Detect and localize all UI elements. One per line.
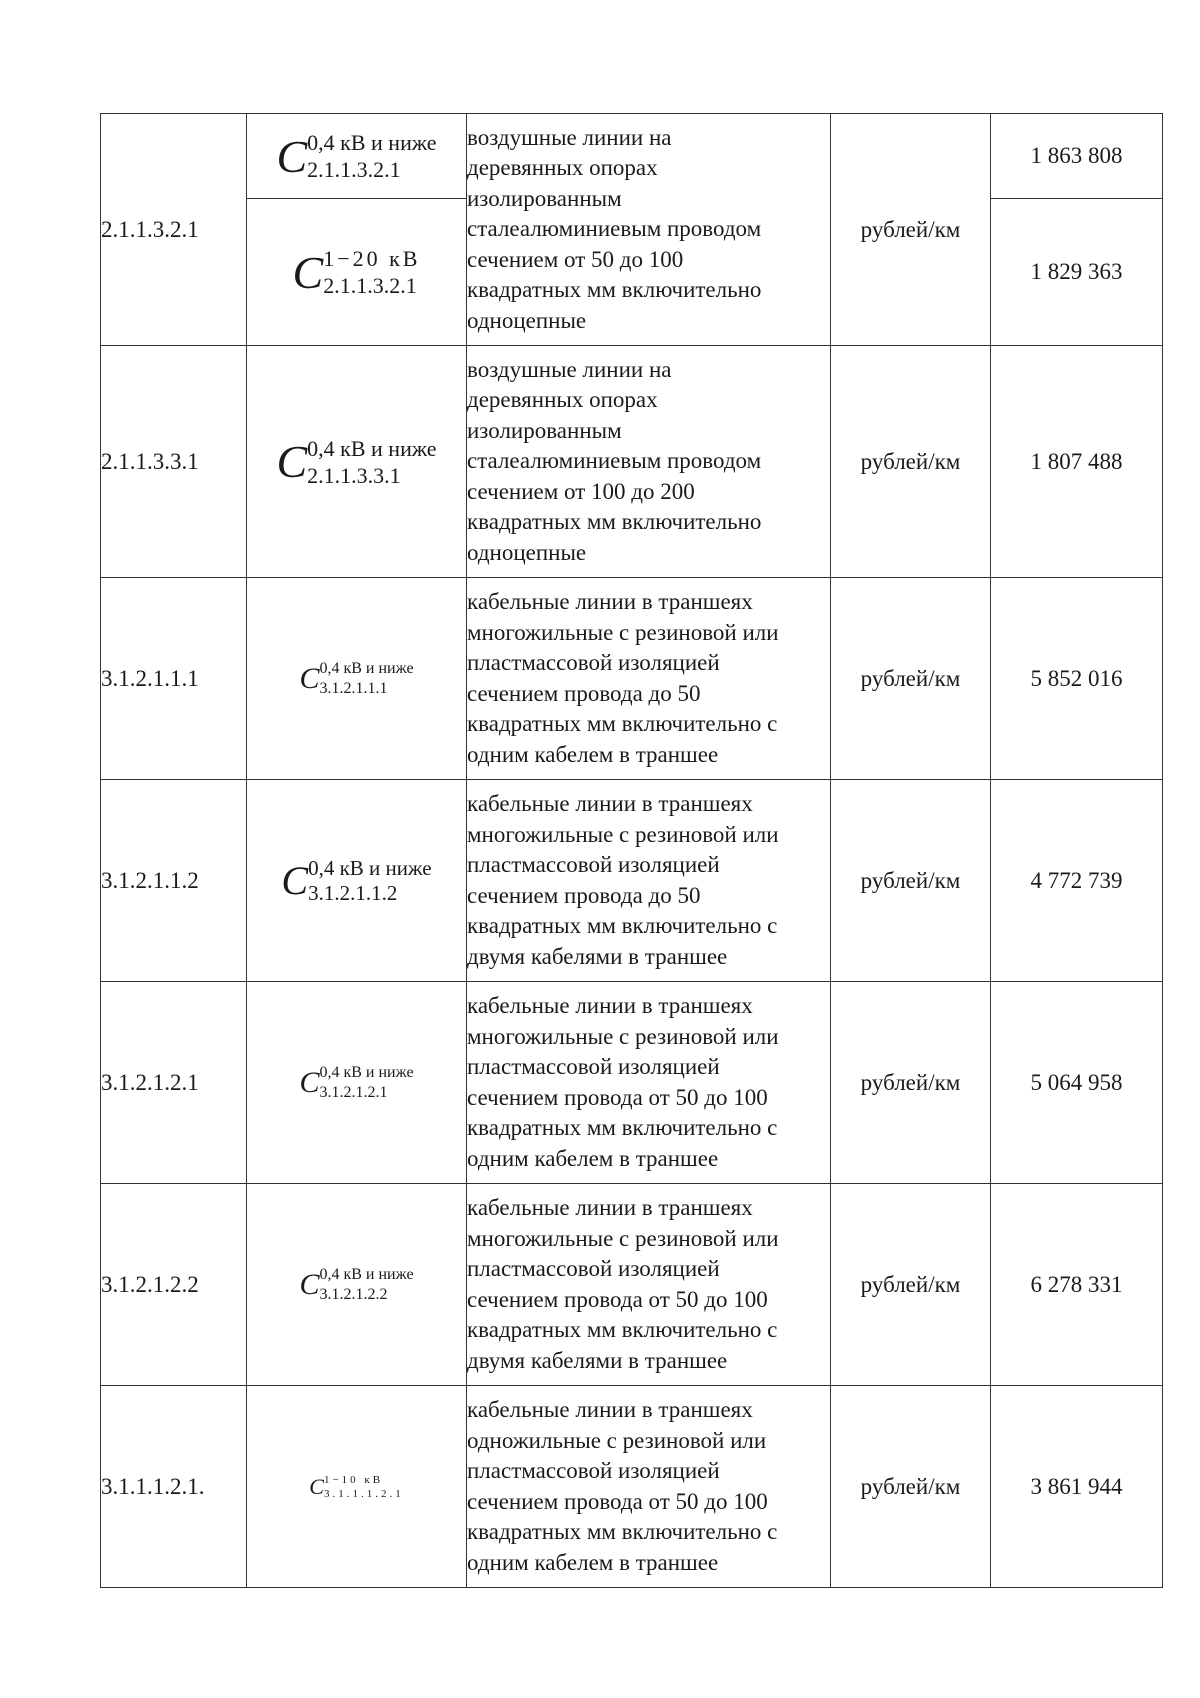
row-unit: рублей/км	[831, 1386, 991, 1588]
description-line: кабельные линии в траншеях	[467, 589, 753, 614]
description-line: воздушные линии на	[467, 356, 672, 382]
description-line: сталеалюминиевым проводом	[467, 216, 762, 242]
row-value: 5 064 958	[991, 982, 1163, 1184]
row-description	[467, 780, 831, 982]
rate-symbol-sub: 2.1.1.3.3.1	[307, 462, 401, 488]
description-line: квадратных мм включительно с	[467, 1317, 778, 1342]
rate-symbol-cell	[247, 982, 467, 1184]
rate-symbol-sub: 3.1.2.1.1.1	[319, 679, 388, 697]
row-code: 2.1.1.3.3.1	[101, 346, 247, 578]
row-code: 2.1.1.3.2.1	[101, 114, 247, 346]
description-line: пластмассовой изоляцией	[467, 1054, 720, 1079]
rate-symbol-cell	[247, 199, 467, 346]
description-line: изолированным	[467, 417, 622, 443]
description-line: пластмассовой изоляцией	[467, 852, 720, 877]
rate-symbol-sub: 2.1.1.3.2.1	[323, 273, 417, 298]
description-line: изолированным	[467, 185, 622, 211]
row-unit: рублей/км	[831, 114, 991, 346]
rate-symbol-sub: 2.1.1.3.2.1	[307, 157, 401, 182]
table-row	[101, 346, 1163, 578]
description-line: многожильные с резиновой или	[467, 1023, 779, 1049]
row-code: 3.1.1.1.2.1.	[101, 1386, 247, 1588]
description-line: двумя кабелями в траншее	[467, 943, 728, 969]
description-line: деревянных опорах	[467, 387, 658, 413]
row-value: 6 278 331	[991, 1184, 1163, 1386]
description-line: деревянных опорах	[467, 155, 658, 181]
description-line: воздушные линии на	[467, 124, 672, 150]
description-line: квадратных мм включительно	[467, 509, 762, 535]
description-line: пластмассовой изоляцией	[467, 1458, 720, 1483]
rate-symbol-cell	[247, 578, 467, 780]
row-description	[467, 982, 831, 1184]
rate-symbol-cell	[247, 1386, 467, 1588]
row-value: 5 852 016	[991, 578, 1163, 780]
description-line: одноцепные	[467, 307, 587, 333]
rate-symbol-base: C	[299, 1267, 320, 1301]
rate-symbol-sub: 3.1.1.1.2.1	[323, 1487, 404, 1500]
rate-symbol-sup: 0,4 кВ и ниже	[319, 659, 414, 677]
description-line: квадратных мм включительно с	[467, 711, 778, 736]
description-line: квадратных мм включительно	[467, 277, 762, 303]
table-row	[101, 1386, 1163, 1588]
description-line: одним кабелем в траншее	[467, 741, 719, 767]
row-code: 3.1.2.1.1.1	[101, 578, 247, 780]
table-row	[101, 114, 1163, 199]
row-unit: рублей/км	[831, 1184, 991, 1386]
description-line: одним кабелем в траншее	[467, 1145, 719, 1171]
description-line: пластмассовой изоляцией	[467, 1256, 720, 1281]
description-line: кабельные линии в траншеях	[467, 1195, 753, 1220]
rate-symbol-cell	[247, 780, 467, 982]
description-line: сечением провода до 50	[467, 882, 701, 908]
description-line: квадратных мм включительно с	[467, 1519, 778, 1544]
rate-symbol-sup: 0,4 кВ и ниже	[319, 1063, 414, 1081]
row-description	[467, 114, 831, 346]
rate-symbol-sub: 3.1.2.1.1.2	[308, 880, 398, 905]
description-line: кабельные линии в траншеях	[467, 1397, 753, 1422]
row-value: 1 863 808	[991, 114, 1163, 199]
tariff-table	[100, 113, 1163, 1588]
rate-symbol-base: C	[309, 1473, 324, 1499]
rate-symbol-sup: 1−20 кВ	[323, 246, 421, 271]
row-description	[467, 346, 831, 578]
rate-symbol-base: C	[292, 246, 324, 298]
table-row	[101, 578, 1163, 780]
rate-symbol-sub: 3.1.2.1.2.2	[319, 1285, 388, 1303]
rate-symbol-sub: 3.1.2.1.2.1	[319, 1083, 388, 1101]
rate-symbol-sup: 1−10 кВ	[323, 1473, 384, 1486]
row-code: 3.1.2.1.2.2	[101, 1184, 247, 1386]
rate-symbol-base: C	[299, 1065, 320, 1099]
row-code: 3.1.2.1.2.1	[101, 982, 247, 1184]
row-unit: рублей/км	[831, 780, 991, 982]
row-value: 1 807 488	[991, 346, 1163, 578]
description-line: сечением от 50 до 100	[467, 246, 684, 272]
row-value: 1 829 363	[991, 199, 1163, 346]
description-line: квадратных мм включительно с	[467, 1115, 778, 1140]
rate-symbol-base: C	[276, 436, 308, 487]
description-line: двумя кабелями в траншее	[467, 1347, 728, 1373]
description-line: одним кабелем в траншее	[467, 1549, 719, 1575]
rate-symbol-sup: 0,4 кВ и ниже	[308, 855, 432, 880]
rate-symbol-cell	[247, 1184, 467, 1386]
rate-symbol-base: C	[299, 661, 320, 695]
rate-symbol-cell	[247, 114, 467, 199]
rate-symbol-sup: 0,4 кВ и ниже	[319, 1265, 414, 1283]
rate-symbol-sup: 0,4 кВ и ниже	[307, 435, 437, 461]
rate-symbol-sup: 0,4 кВ и ниже	[307, 130, 437, 155]
table-row	[101, 1184, 1163, 1386]
rate-symbol-base: C	[281, 858, 309, 903]
row-value: 3 861 944	[991, 1386, 1163, 1588]
description-line: многожильные с резиновой или	[467, 619, 779, 645]
description-line: пластмассовой изоляцией	[467, 650, 720, 675]
rate-symbol-base: C	[276, 130, 308, 182]
row-unit: рублей/км	[831, 346, 991, 578]
description-line: одножильные с резиновой или	[467, 1427, 767, 1453]
description-line: сечением провода до 50	[467, 680, 701, 706]
description-line: сечением провода от 50 до 100	[467, 1488, 768, 1514]
description-line: сталеалюминиевым проводом	[467, 448, 762, 474]
description-line: кабельные линии в траншеях	[467, 791, 753, 816]
row-value: 4 772 739	[991, 780, 1163, 982]
description-line: сечением провода от 50 до 100	[467, 1084, 768, 1110]
description-line: одноцепные	[467, 539, 587, 565]
description-line: сечением провода от 50 до 100	[467, 1286, 768, 1312]
description-line: многожильные с резиновой или	[467, 821, 779, 847]
row-unit: рублей/км	[831, 578, 991, 780]
description-line: сечением от 100 до 200	[467, 478, 695, 504]
rate-symbol-cell	[247, 346, 467, 578]
row-unit: рублей/км	[831, 982, 991, 1184]
table-row	[101, 982, 1163, 1184]
description-line: кабельные линии в траншеях	[467, 993, 753, 1018]
description-line: квадратных мм включительно с	[467, 913, 778, 938]
description-line: многожильные с резиновой или	[467, 1225, 779, 1251]
row-description	[467, 1386, 831, 1588]
row-description	[467, 1184, 831, 1386]
row-code: 3.1.2.1.1.2	[101, 780, 247, 982]
row-description	[467, 578, 831, 780]
table-row	[101, 780, 1163, 982]
